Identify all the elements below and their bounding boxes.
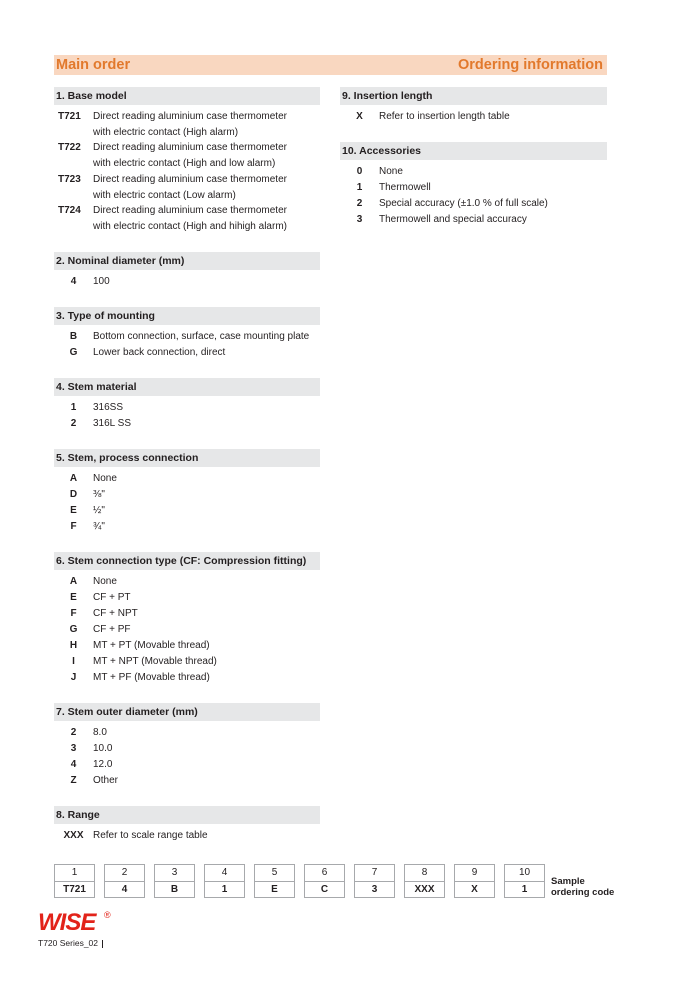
section-gap [54,844,320,861]
ordering-information-title: Ordering information [458,57,603,73]
option-row [54,219,320,235]
option-row [54,670,320,686]
option-code: J [70,671,77,683]
option-description: Thermowell [379,182,431,193]
option-code [54,125,89,141]
option-row [54,109,320,125]
option-row [54,725,320,741]
option-code [54,219,89,235]
option-description: 8.0 [93,726,107,738]
option-row [54,125,320,141]
option-row [54,274,320,290]
option-description: with electric contact (Low alarm) [93,189,236,201]
option-description: None [93,575,117,587]
option-description: CF + PF [93,623,131,635]
option-row [54,757,320,773]
sample-position-number: 10 [504,864,545,881]
option-row [54,188,320,204]
option-row [54,741,320,757]
order-section [54,87,320,235]
option-row [54,828,320,844]
order-section [340,142,607,228]
sample-position-number: 9 [454,864,495,881]
order-section [54,378,320,432]
option-code: XXX [63,829,84,841]
order-section [54,307,320,361]
option-code: E [70,504,77,516]
option-code: 1 [70,401,77,413]
option-description: Refer to insertion length table [379,111,510,122]
section-gap [54,789,320,806]
option-description: MT + PF (Movable thread) [93,671,210,683]
sample-code-value: 1 [204,881,245,898]
option-description: Direct reading aluminium case thermometer [93,173,287,185]
option-description: Direct reading aluminium case thermometer [93,111,287,122]
order-section [54,552,320,686]
section-gap [54,290,320,307]
section-heading: 6. Stem connection type (CF: Compression fitting) [54,552,320,570]
option-code: 2 [70,726,77,738]
section-heading: 3. Type of mounting [54,307,320,325]
sample-position-number: 6 [304,864,345,881]
option-code: G [69,346,78,358]
sample-label-line2: ordering code [551,887,615,898]
option-description: 316L SS [93,417,131,429]
section-gap [54,432,320,449]
sample-label [551,876,614,898]
section-gap [54,535,320,552]
sample-position-number: 1 [54,864,95,881]
option-row [54,203,320,219]
option-description: CF + NPT [93,607,138,619]
sample-code-value: XXX [404,881,445,898]
sample-code-value: 1 [504,881,545,898]
option-description: 316SS [93,401,124,413]
section-gap [54,686,320,703]
order-section [54,252,320,290]
option-code: 4 [70,275,77,287]
option-description: 10.0 [93,742,113,754]
order-section [54,449,320,535]
option-description: ¾" [93,520,105,532]
option-description: Refer to scale range table [93,829,208,841]
option-description: None [379,166,403,177]
sample-position-number: 8 [404,864,445,881]
option-description: 100 [93,275,110,287]
option-description: CF + PT [93,591,131,603]
sample-ordering-code [54,864,614,898]
sample-position-number: 5 [254,864,295,881]
option-code: A [69,575,78,587]
option-row [340,109,607,125]
section-heading: 2. Nominal diameter (mm) [54,252,320,270]
option-code: T722 [58,142,81,154]
sample-cell [454,864,495,898]
left-column [54,87,320,861]
section-heading: 8. Range [54,806,320,824]
option-row [340,196,607,212]
option-code: 3 [70,742,77,754]
option-description: None [93,472,117,484]
option-row [54,773,320,789]
option-code: B [69,330,78,342]
sample-code-value: 3 [354,881,395,898]
sample-cell [154,864,195,898]
option-description: with electric contact (High and low alarm) [93,158,276,170]
option-code: E [70,591,77,603]
option-code: A [69,472,78,484]
sample-code-value: 4 [104,881,145,898]
option-row [54,329,320,345]
option-code: X [356,111,363,122]
option-code [54,156,89,172]
option-row [54,345,320,361]
sample-cell [204,864,245,898]
option-code: 3 [356,214,363,225]
option-description: Special accuracy (±1.0 % of full scale) [379,198,548,209]
section-gap [340,228,607,245]
section-heading: 1. Base model [54,87,320,105]
option-code: 1 [356,182,363,193]
option-code: T723 [58,173,81,185]
logo-text: WISE [38,909,96,936]
option-code: 2 [70,417,77,429]
section-gap [54,235,320,252]
option-description: Direct reading aluminium case thermometer [93,205,287,217]
option-row [340,164,607,180]
section-heading: 4. Stem material [54,378,320,396]
main-order-title: Main order [56,57,131,73]
option-code: T721 [58,111,81,122]
option-code: 4 [70,758,77,770]
sample-position-number: 7 [354,864,395,881]
option-row [54,156,320,172]
wise-logo [38,908,118,941]
option-description: Direct reading aluminium case thermometer [93,142,287,154]
sample-position-number: 4 [204,864,245,881]
option-description: 12.0 [93,758,113,770]
header-bar [54,55,607,75]
section-heading: 9. Insertion length [340,87,607,105]
footer-divider [102,940,103,948]
footer-text: T720 Series_02 [38,938,99,948]
logo-registered-mark: ® [104,910,111,920]
sample-label-line1: Sample [551,876,585,887]
option-row [54,471,320,487]
option-row [54,574,320,590]
sample-cell [254,864,295,898]
option-row [54,654,320,670]
section-gap [54,361,320,378]
option-description: with electric contact (High alarm) [93,126,239,138]
option-row [54,622,320,638]
section-heading: 5. Stem, process connection [54,449,320,467]
sample-cell [104,864,145,898]
sample-cell [304,864,345,898]
section-heading: 10. Accessories [340,142,607,160]
option-description: ½" [93,504,105,516]
order-section [340,87,607,125]
sample-code-value: X [454,881,495,898]
sample-position-number: 2 [104,864,145,881]
option-row [54,400,320,416]
option-description: MT + PT (Movable thread) [93,639,210,651]
option-description: ⅜" [93,488,105,500]
order-section [54,703,320,789]
option-description: Bottom connection, surface, case mounting plate [93,330,310,342]
option-description: with electric contact (High and hihigh alarm) [93,220,287,232]
option-description: Lower back connection, direct [93,346,226,358]
sample-code-value: B [154,881,195,898]
option-code: T724 [58,205,81,217]
option-row [54,140,320,156]
option-description: Thermowell and special accuracy [379,214,527,225]
option-description: Other [93,774,119,786]
option-code: G [69,623,78,635]
option-row [54,590,320,606]
sample-cell [354,864,395,898]
option-code: 0 [356,166,363,177]
sample-position-number: 3 [154,864,195,881]
section-gap [340,125,607,142]
option-row [340,180,607,196]
option-row [54,503,320,519]
option-row [54,416,320,432]
option-code: Z [70,774,77,786]
sample-code-value: E [254,881,295,898]
option-row [54,519,320,535]
footer [38,938,103,948]
option-row [54,638,320,654]
sample-code-value: C [304,881,345,898]
option-row [340,212,607,228]
sample-code-value: T721 [54,881,95,898]
sample-cell [504,864,545,898]
section-heading: 7. Stem outer diameter (mm) [54,703,320,721]
option-code: I [72,655,75,667]
option-code: 2 [356,198,363,209]
option-row [54,487,320,503]
order-section [54,806,320,844]
option-code: D [69,488,78,500]
option-row [54,606,320,622]
right-column [340,87,607,245]
option-description: MT + NPT (Movable thread) [93,655,217,667]
option-code [54,188,89,204]
sample-cell [404,864,445,898]
option-code: H [69,639,78,651]
option-row [54,172,320,188]
option-code: F [70,520,77,532]
sample-cell [54,864,95,898]
option-code: F [70,607,77,619]
